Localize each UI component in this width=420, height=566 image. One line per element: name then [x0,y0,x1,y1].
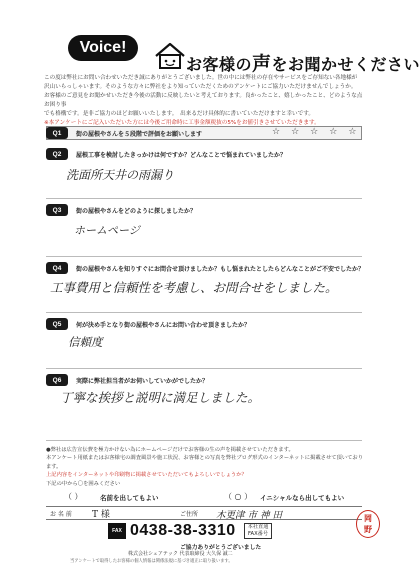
fax-side-label [244,523,273,539]
note-line: 上記内容をインターネットや印刷物に掲載させていただいてもよろしいでしょうか？ [46,472,247,479]
page-title [186,49,420,76]
question-q1 [46,127,202,139]
fax-side-line: FAX番号 [248,531,269,537]
question-tag: Q2 [46,148,68,160]
question-tag: Q6 [46,374,68,386]
answer-q2[interactable]: 洗面所天井の雨漏り [66,168,175,182]
divider [46,440,362,441]
fax-icon: FAX [108,523,126,539]
star-rating[interactable] [272,127,356,137]
title-part-b: をお聞かせください [271,55,420,74]
house-icon [152,41,188,71]
option-initial-label: イニシャルなら出してもよい [260,494,345,502]
question-text: 何が決め手となり街の屋根やさんにお問い合わせ頂きましたか？ [76,321,251,329]
question-tag: Q4 [46,262,68,274]
company-text: 株式会社シェアテック 代表取締役 大久保 誠二 [128,551,233,557]
title-part-a: お客様の [186,55,253,74]
intro-line: お客様のご意見をお聞かせいただき今後の活動に反映したいと考えております。良かったこと、嬉しかったこと、どのような点お困り事 [44,93,363,108]
answer-q6[interactable]: 丁寧な挨拶と説明に満足しました。 [60,390,261,405]
note-line: ●弊社は広告宣伝費を極力かけない為にホームページだけでお客様の生の声を掲載させていただきます。 [46,447,294,453]
address-field[interactable]: 木更津 市 神 田 [216,510,283,521]
divider [46,312,362,313]
answer-q3[interactable]: ホームページ [74,224,140,237]
title-part-big: 声 [252,53,272,75]
address-label: ご住所 [180,510,199,518]
intro-line: でも格構です。是非ご協力のほどお願いいたします。 出来るだけ具体的に書いていただけますと幸いです。 [44,111,314,117]
fax-block [108,522,352,540]
question-q3 [46,204,196,216]
question-tag: Q3 [46,204,68,216]
divider [46,256,362,257]
answer-q4[interactable]: 工事費用と信頼性を考慮し、お問合せをしました。 [50,280,338,295]
option-name-choice[interactable]: （ ） [64,492,83,501]
question-text: 街の屋根やさんをどのように探しましたか？ [76,207,197,215]
question-text: 街の屋根やさんを知りすぐにお問合せ頂けましたか？もし悩まれたとしたらどんなことがご不安でしたか？ [76,265,365,273]
question-q4 [46,262,364,274]
question-q6 [46,374,208,386]
star-icon[interactable]: ☆ [291,127,300,137]
star-icon[interactable]: ☆ [329,127,338,137]
star-icon[interactable]: ☆ [272,127,281,137]
thanks-text: ご協力ありがとうございました [180,545,262,551]
note-line: 本アンケート用紙またはお客様宅の調査風景や施工状況、お客様との写真を弊社ブログ形式のインターネットに掲載させて頂いております。 [46,455,364,470]
name-label: お 名 前 [50,510,72,518]
divider [46,198,362,199]
header [56,5,420,75]
seal-char: 岡 [364,513,372,523]
publication-options [46,492,362,504]
intro-line: この度は弊社にお問い合わせいただき誠にありがとうございました。世の中には弊社の存在やサービスをご存知ない各地様が [44,75,358,81]
publication-notes [46,446,366,488]
voice-badge: Voice! [68,35,138,61]
intro-text [44,74,366,128]
answer-q5[interactable]: 信頼度 [68,335,103,349]
question-text: 屋根工事を検討したきっかけは何ですか？どんなことで悩まれていましたか？ [76,151,287,159]
question-q2 [46,148,286,160]
option-initial-choice[interactable]: （ ○ ） [224,492,253,501]
question-tag: Q1 [46,127,68,139]
star-icon[interactable]: ☆ [348,127,357,137]
question-text: 街の屋根やさんを５段階で評価をお願いします [76,130,203,138]
seal-stamp [356,510,380,538]
note-line: 下記の中から〇を囲みください [46,480,121,487]
intro-line: 沢山いらっしゃいます。そのような方々に弊社をより知っていただくためのアンケートにご協力いただけませんでしょうか。 [44,84,357,90]
divider [46,368,362,369]
fax-side-line: 本社直通 [247,524,269,530]
name-field[interactable]: T 様 [92,510,110,520]
star-icon[interactable]: ☆ [310,127,319,137]
option-name-label: 名前を出してもよい [100,494,159,502]
customer-info-row [46,506,362,520]
fax-number: 0438-38-3310 [130,522,236,539]
question-q5 [46,318,250,330]
question-text: 実際に弊社担当者がお伺いしていかがでしたか？ [76,377,209,385]
privacy-text: 当アンケートで取得したお客様の個人情報は関係法規に基づき適正に取り扱います。 [70,559,233,564]
seal-char: 野 [364,524,372,534]
question-tag: Q5 [46,318,68,330]
discount-note: ※本アンケートにご記入いただいた方には今後ご用命時に工事金額税抜の5%をお値引きさせていただきます。 [44,120,320,126]
